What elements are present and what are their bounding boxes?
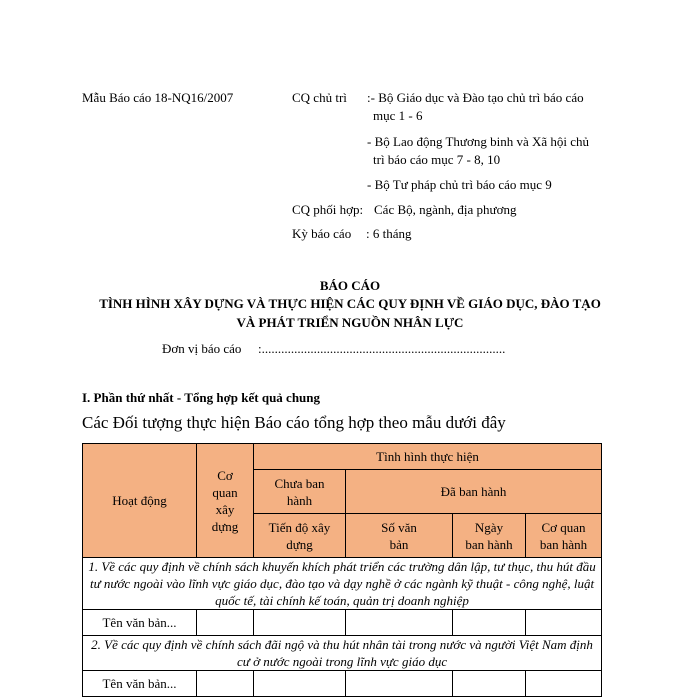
- table-cell[interactable]: [346, 671, 453, 697]
- table-cell[interactable]: [526, 671, 602, 697]
- cq-chu-tri-item-1: :- Bộ Giáo dục và Đào tạo chủ trì báo cáo: [367, 90, 584, 105]
- header-issue-date: Ngày ban hành: [453, 514, 526, 558]
- report-title: BÁO CÁO: [319, 278, 381, 293]
- cq-phoi-hop-label: CQ phối hợp:: [292, 202, 364, 217]
- report-table: [82, 443, 602, 697]
- table-cell[interactable]: [254, 610, 346, 636]
- header-issued: Đã ban hành: [346, 470, 602, 514]
- group-row-2: 2. Về các quy định về chính sách đãi ngộ và thu hút nhân tài trong nước và người Việt Nam định cư ở nước ngoài trong lĩnh vực giáo dục: [83, 636, 602, 671]
- ky-bao-cao-label: Kỳ báo cáo: [292, 226, 352, 241]
- table-cell[interactable]: [453, 671, 526, 697]
- table-cell[interactable]: [197, 671, 254, 697]
- table-cell[interactable]: [453, 610, 526, 636]
- group-row-1: 1. Về các quy định về chính sách khuyến khích phát triển các trường dân lập, tư thục, thu hút đầu tư nước ngoài vào lĩnh vực giáo dục, đào tạo và dạy nghề ở các ngành kỹ thuật - công nghệ, luật quốc tế, tài chính kế toán, quản trị doanh nghiệp: [83, 558, 602, 610]
- form-code: Mẫu Báo cáo 18-NQ16/2007: [82, 90, 234, 105]
- header-doc-number: Số văn bản: [346, 514, 453, 558]
- table-cell[interactable]: [346, 610, 453, 636]
- header-not-issued: Chưa ban hành: [254, 470, 346, 514]
- section-1-heading: I. Phần thứ nhất - Tổng hợp kết quả chung: [82, 390, 321, 405]
- header-issuing-agency: Cơ quan ban hành: [526, 514, 602, 558]
- table-cell[interactable]: [526, 610, 602, 636]
- report-subtitle-line-2: VÀ PHÁT TRIỂN NGUỒN NHÂN LỰC: [236, 315, 464, 330]
- header-progress: Tiến độ xây dựng: [254, 514, 346, 558]
- table-cell[interactable]: [197, 610, 254, 636]
- header-agency-build: Cơ quan xây dựng: [197, 444, 254, 558]
- report-subtitle-line-1: TÌNH HÌNH XÂY DỰNG VÀ THỰC HIỆN CÁC QUY ĐỊNH VỀ GIÁO DỤC, ĐÀO TẠO: [99, 296, 601, 311]
- table-row-name: Tên văn bản...: [83, 610, 197, 636]
- table-row-name: Tên văn bản...: [83, 671, 197, 697]
- header-status: Tình hình thực hiện: [254, 444, 602, 470]
- cq-chu-tri-item-3: - Bộ Tư pháp chủ trì báo cáo mục 9: [367, 177, 552, 192]
- section-1-intro: Các Đối tượng thực hiện Báo cáo tổng hợp theo mẫu dưới đây: [82, 413, 506, 432]
- cq-phoi-hop-value: Các Bộ, ngành, địa phương: [374, 202, 517, 217]
- header-activity: Hoạt động: [83, 444, 197, 558]
- cq-chu-tri-item-2: - Bộ Lao động Thương binh và Xã hội chủ: [367, 134, 590, 149]
- cq-chu-tri-item-2-cont: trì báo cáo mục 7 - 8, 10: [373, 152, 501, 167]
- reporting-unit-field: :...........................................................................: [258, 341, 506, 356]
- cq-chu-tri-label: CQ chủ trì: [292, 90, 347, 105]
- table-cell[interactable]: [254, 671, 346, 697]
- cq-chu-tri-item-1-cont: mục 1 - 6: [373, 108, 423, 123]
- reporting-unit-label: Đơn vị báo cáo: [162, 341, 242, 356]
- ky-bao-cao-value: : 6 tháng: [366, 226, 412, 241]
